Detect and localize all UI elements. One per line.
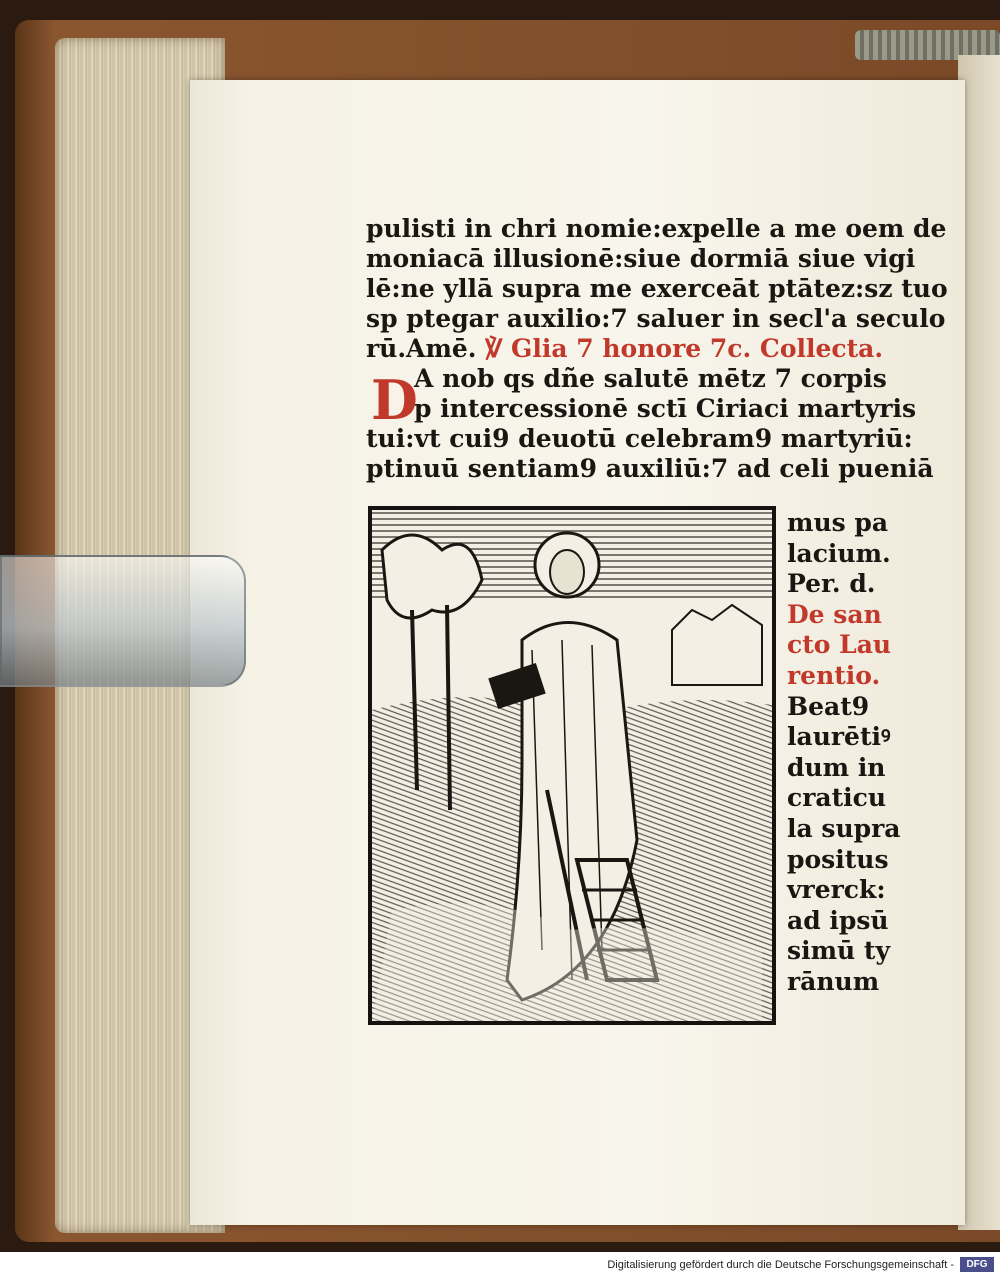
side-text-line: lacium. [787, 538, 891, 568]
side-text-line: la supra [787, 813, 901, 843]
woodcut-drawing [372, 510, 772, 1021]
side-text-line: simū ty [787, 936, 890, 966]
main-text-block [366, 214, 948, 484]
rubric-versicle: ℣ Glia 7 honore 7c. [485, 334, 752, 363]
text-line: p intercessionē sctī Ciriaci martyris [414, 394, 917, 423]
side-text-line: mus pa [787, 508, 889, 537]
text-line: moniacā illusionē:siue dormiā siue vigi [366, 244, 916, 273]
text-line: rū.Amē. [366, 334, 477, 363]
dfg-logo: DFG [960, 1257, 994, 1272]
side-text-line: positus [787, 844, 889, 874]
side-text-line: Per. d. [787, 569, 876, 599]
side-text-line: Beat9 [787, 691, 870, 721]
side-text-column [787, 508, 907, 998]
red-initial: D [371, 368, 418, 432]
text-line-with-rubrics [366, 334, 906, 364]
side-text-line: laurētiꝰ [787, 722, 891, 752]
woodcut-illustration [368, 506, 776, 1025]
side-text-line: ad ipsū [787, 905, 889, 935]
rubric-collect: Collecta. [759, 334, 884, 363]
side-text-line: De san [787, 599, 882, 629]
side-text-line: rentio. [787, 660, 881, 690]
side-text-line: dum in [787, 752, 886, 782]
text-line: A nob qs dñe salutē mētz 7 corpis [414, 364, 887, 393]
text-line: lē:ne yllā supra me exerceāt ptātez:sz tuo [366, 274, 948, 303]
text-line: pulisti in chri nomie:expelle a me oem de [366, 214, 947, 243]
text-line: sp ptegar auxilio:7 saluer in secl'a seculo [366, 304, 946, 333]
text-line: ptinuū sentiam9 auxiliū:7 ad celi pueniā [366, 454, 934, 483]
funding-credit: Digitalisierung gefördert durch die Deutsche Forschungsgemeinschaft - [607, 1259, 954, 1271]
side-text-line: rānum [787, 966, 880, 996]
side-text-line: craticu [787, 783, 887, 813]
side-text-line: vrerck: [787, 875, 886, 905]
text-line: tui:vt cui9 deuotū celebram9 martyriū: [366, 424, 913, 453]
footer-bar [0, 1252, 1000, 1278]
side-text-line: cto Lau [787, 630, 892, 660]
page-holder-clip [0, 555, 246, 687]
